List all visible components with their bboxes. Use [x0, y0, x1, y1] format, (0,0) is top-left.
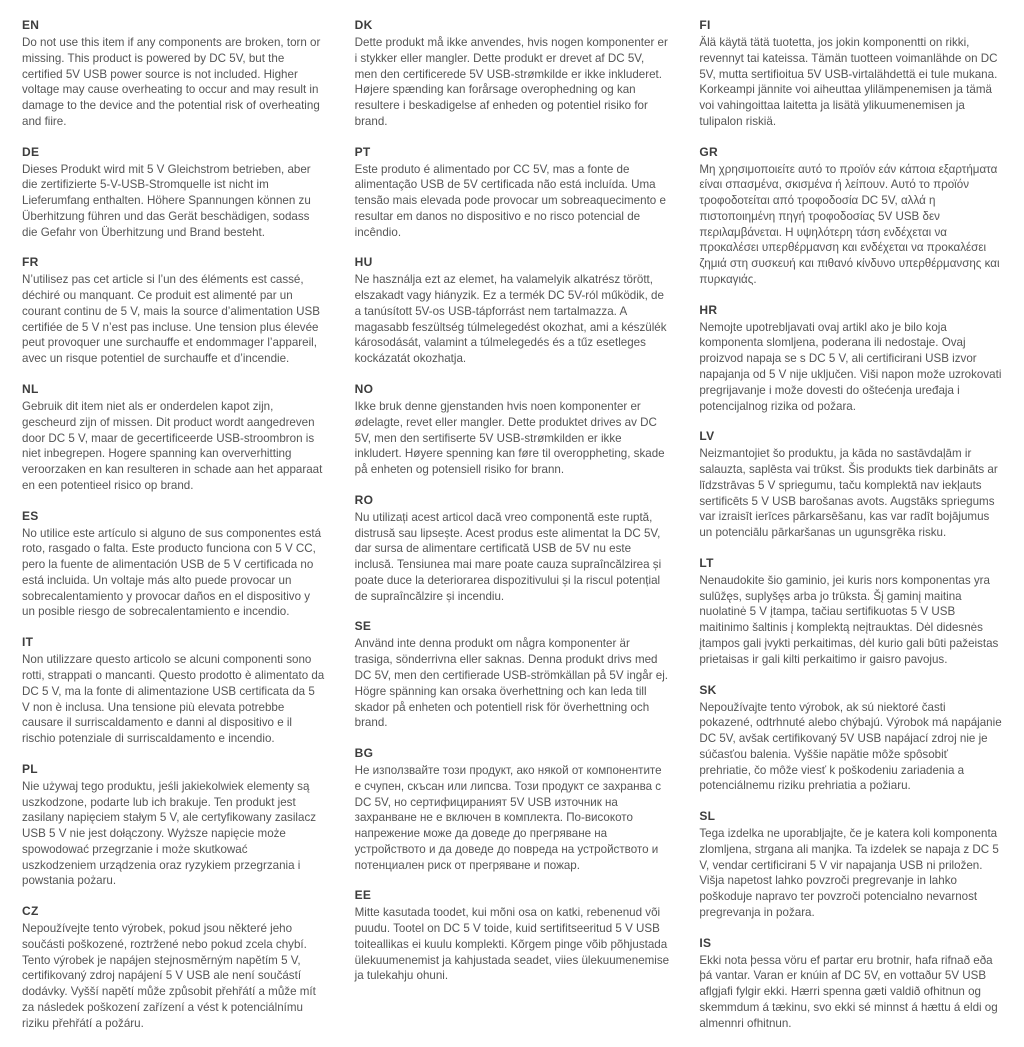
language-section-gr [699, 145, 1002, 288]
language-code: BG [354, 746, 374, 761]
language-section-bg [355, 746, 670, 873]
language-section-sl [699, 809, 1002, 921]
language-code: NL [22, 382, 39, 397]
language-code: SK [699, 682, 717, 697]
language-code: RO [354, 492, 374, 507]
language-code: SL [699, 809, 716, 824]
language-section-cz [22, 904, 325, 1031]
language-code: LV [699, 429, 715, 444]
language-text: Не използвайте този продукт, ако някой от компонентите е счупен, скъсан или липсва. Този продукт се захранва с DC 5V, но сертифицираният 5V USB източник на захранване не е включен в комплекта. По-високото напрежение може да доведе до прегряване на устройството и да доведе до повреда на устройството и потенциален риск от прегряване и пожар. [354, 764, 662, 872]
language-text: Nepoužívejte tento výrobek, pokud jsou některé jeho součásti poškozené, roztržené nebo pokud zcela chybí. Tento výrobek je napájen stejnosměrným napětím 5 V, certifikovaný zdroj napájení 5 V USB ale není součástí dodávky. Vyšší napětí může způsobit přehřátí a může mít za následek poškození zařízení a vést k potenciálnímu riziku přehřátí a požáru. [22, 922, 316, 1030]
document-column-2 [355, 18, 670, 999]
language-code: GR [699, 144, 718, 159]
language-section-lt [699, 556, 1002, 668]
language-text: Dette produkt må ikke anvendes, hvis nogen komponenter er i stykker eller mangler. Dette produkt er drevet af DC 5V, men den certificerede 5V USB-strømkilde er ikke inkluderet. Højere spænding kan forårsage overophedning og kan resultere i beskadigelse af enheden og potentiel risiko for brand. [354, 36, 668, 128]
language-code: FR [22, 255, 39, 270]
language-text: Ekki nota þessa vöru ef partar eru brotnir, hafa rifnað eða þá vantar. Varan er knúin af DC 5V, en vottaður 5V USB aflgjafi fylgir ekki. Hærri spenna gæti valdið ofhitnun og skemmdum á tækinu, svo ekki sé minnst á hættu á eldi og almennri ofhitnun. [699, 953, 998, 1030]
language-code: HU [354, 255, 373, 270]
language-code: IT [22, 635, 34, 650]
language-text: Este produto é alimentado por CC 5V, mas a fonte de alimentação USB de 5V certificada não está incluída. Uma tensão mais elevada pode provocar um sobreaquecimento e resultar em danos no dispositivo e no risco potencial de incêndio. [354, 162, 666, 239]
language-section-se [355, 619, 670, 731]
language-code: IS [699, 935, 712, 950]
language-section-pl [22, 762, 325, 889]
language-section-no [355, 382, 670, 478]
language-section-sk [699, 683, 1002, 795]
language-text: Do not use this item if any components are broken, torn or missing. This product is powered by DC 5V, but the certified 5V USB power source is not included. Higher voltage may cause overheating to occur and may result in damage to the device and the potential risk of overheating and fiire. [22, 36, 321, 128]
language-text: Tega izdelka ne uporabljajte, če je katera koli komponenta zlomljena, strgana ali manjka. Ta izdelek se napaja z DC 5 V, vendar certificirani 5 V vir napajanja USB ni priložen. Višja napetost lahko povzroči pregrevanje in lahko poškoduje napravo ter povzroči potencialno nevarnost pregrevanja in požara. [699, 827, 999, 919]
language-section-fi [699, 18, 1002, 130]
language-text: Nie używaj tego produktu, jeśli jakiekolwiek elementy są uszkodzone, podarte lub ich brakuje. Ten produkt jest zasilany napięciem stałym 5 V, ale certyfikowany zasilacz USB 5 V nie jest dołączony. Wyższe napięcie może spowodować przegrzanie i może skutkować uszkodzeniem urządzenia oraz ryzykiem przegrzania i powstania pożaru. [22, 779, 317, 888]
language-section-nl [22, 382, 325, 494]
language-text: Neizmantojiet šo produktu, ja kāda no sastāvdaļām ir salauzta, saplēsta vai trūkst. Šis produkts tiek darbināts ar līdzstrāvas 5 V spriegumu, taču komplektā nav iekļauts sertificēts 5 V USB barošanas avots. Augstāks spriegums var izraisīt ierīces pārkarsēšanu, kas var radīt bojājumus un potenciālu pārkaršanas un ugunsgrēka risku. [699, 447, 998, 540]
language-text: Dieses Produkt wird mit 5 V Gleichstrom betrieben, aber die zertifizierte 5-V-USB-Stromquelle ist nicht im Lieferumfang enthalten. Höhere Spannungen können zu Überhitzung führen und das Gerät beschädigen, sodass die Gefahr von Überhitzung und Brand besteht. [22, 162, 311, 239]
language-code: DE [22, 144, 40, 159]
language-section-en [22, 18, 325, 130]
language-text: Ikke bruk denne gjenstanden hvis noen komponenter er ødelagte, revet eller mangler. Dette produktet drives av DC 5V, men den sertifiserte 5V USB-strømkilden er ikke inkludert. Høyere spenning kan føre til overoppheting, skade på enheten og potensiell risiko for brann. [354, 400, 665, 477]
language-text: Nepoužívajte tento výrobok, ak sú niektoré časti pokazené, odtrhnuté alebo chýbajú. Výrobok má napájanie DC 5V, avšak certifikovaný 5V USB napájací zdroj nie je súčasťou balenia. Vyššie napätie môže spôsobiť prehriatie, čo môže viesť k poškodeniu zariadenia a potenciálnemu riziku prehriatia a požiaru. [699, 700, 1002, 793]
language-text: Använd inte denna produkt om några komponenter är trasiga, sönderrivna eller saknas. Denna produkt drivs med DC 5V, men den certifierade USB-strömkällan på 5V ingår ej. Högre spänning kan orsaka överhettning och kan leda till skador på enheten och potentiell risk för överhettning och brand. [354, 637, 669, 730]
language-text: Älä käytä tätä tuotetta, jos jokin komponentti on rikki, revennyt tai kateissa. Tämän tuotteen voimanlähde on DC 5V, mutta sertifioitua 5V USB-virtalähdettä ei tule mukana. Korkeampi jännite voi aiheuttaa ylilämpenemisen ja tämä voi vahingoittaa laitetta ja lisätä ylikuumenemisen ja tulipalon riskiä. [699, 36, 998, 128]
language-section-ro [355, 493, 670, 605]
language-code: CZ [22, 904, 39, 919]
language-section-lv [699, 429, 1002, 541]
language-section-hr [699, 303, 1002, 415]
language-code: SE [354, 619, 372, 634]
language-text: No utilice este artículo si alguno de sus componentes está roto, rasgado o falta. Este producto funciona con 5 V CC, pero la fuente de alimentación USB de 5 V certificada no está incluida. Un voltaje más alto puede provocar un sobrecalentamiento y provocar daños en el dispositivo y un posible riesgo de sobrecalentamiento e incendio. [22, 526, 322, 619]
language-text: Ne használja ezt az elemet, ha valamelyik alkatrész törött, elszakadt vagy hiányzik. Ez a termék DC 5V-ról működik, de a tanúsított 5V-os USB-tápforrást nem tartalmazza. A magasabb feszültség túlmelegedést okozhat, ami a készülék károsodását, valamint a túlmelegedés és a tűz esetleges kockázatát okozhatja. [354, 273, 667, 366]
language-code: PT [354, 144, 371, 159]
language-text: Non utilizzare questo articolo se alcuni componenti sono rotti, strappati o mancanti. Questo prodotto è alimentato da DC 5 V, ma la fonte di alimentazione USB certificata da 5 V non è inclusa. Una tensione più elevata potrebbe causare il surriscaldamento e danni al dispositivo e il rischio potenziale di surriscaldamento e incendio. [22, 653, 325, 746]
language-section-dk [355, 18, 670, 130]
language-section-fr [22, 255, 325, 367]
language-section-es [22, 509, 325, 621]
language-section-hu [355, 255, 670, 367]
language-section-de [22, 145, 325, 241]
language-code: DK [354, 18, 373, 32]
language-text: Nu utilizați acest articol dacă vreo componentă este ruptă, distrusă sau lipsește. Acest produs este alimentat la DC 5V, dar sursa de alimentare certificată USB de 5V nu este inclusă. Tensiunea mai mare poate cauza supraîncălzirea și poate duce la deteriorarea dispozitivului și la riscul potențial de supraîncălzire și incendiu. [354, 510, 662, 603]
language-code: EE [354, 888, 372, 903]
language-code: PL [22, 761, 38, 776]
language-text: Μη χρησιμοποιείτε αυτό το προϊόν εάν κάποια εξαρτήματα είναι σπασμένα, σκισμένα ή λείπουν. Αυτό το προϊόν τροφοδοτείται από τροφοδοσία DC 5V, αλλά η πιστοποιημένη πηγή τροφοδοσίας 5V USB δεν περιλαμβάνεται. Η υψηλότερη τάση ενδέχεται να προκαλέσει υπερθέρμανση και ενδέχεται να προκαλέσει ζημιά στη συσκευή και πιθανό κίνδυνο υπερθέρμανσης και πυρκαγιάς. [699, 162, 1000, 286]
language-text: Nenaudokite šio gaminio, jei kuris nors komponentas yra sulūžęs, suplyšęs arba jo trūksta. Šį gaminį maitina nuolatinė 5 V įtampa, tačiau sertifikuotas 5 V USB maitinimo šaltinis į komplektą neįtrauktas. Dėl didesnės įtampos gali įvykti perkaitimas, dėl kurio gali būti pažeistas prietaisas ir gali kilti perkaitimo ir gaisro pavojus. [699, 573, 999, 666]
language-section-pt [355, 145, 670, 241]
language-text: N’utilisez pas cet article si l’un des éléments est cassé, déchiré ou manquant. Ce produit est alimenté par un courant continu de 5 V, mais la source d’alimentation USB certifiée de 5 V n’est pas incluse. Une tension plus élevée peut provoquer une surchauffe et endommager l’appareil, avec un risque potentiel de surchauffe et d’incendie. [22, 273, 320, 366]
language-section-it [22, 635, 325, 747]
language-code: HR [699, 302, 718, 317]
language-section-ee [355, 888, 670, 984]
language-code: LT [699, 555, 714, 570]
language-code: EN [22, 18, 40, 32]
language-section-is [699, 936, 1002, 1032]
language-text: Mitte kasutada toodet, kui mõni osa on katki, rebenenud või puudu. Tootel on DC 5 V toide, kuid sertifitseeritud 5 V USB toiteallikas ei kuulu komplekti. Kõrgem pinge võib põhjustada ülekuumenemist ja kahjustada seadet, viies ülekuumenemise ja tulekahju ohuni. [354, 906, 670, 983]
document-column-1 [22, 18, 325, 1047]
language-code: NO [354, 382, 374, 397]
language-text: Nemojte upotrebljavati ovaj artikl ako je bilo koja komponenta slomljena, poderana ili nedostaje. Ovaj proizvod napaja se s DC 5 V, ali certificirani USB izvor napajanja od 5 V nije uključen. Viši napon može uzrokovati pregrijavanje i može dovesti do oštećenja uređaja i potencijalnog rizika od požara. [699, 320, 1002, 413]
language-code: FI [699, 18, 711, 32]
document-column-3 [699, 18, 1002, 1047]
language-code: ES [22, 508, 39, 523]
language-text: Gebruik dit item niet als er onderdelen kapot zijn, gescheurd zijn of missen. Dit product wordt aangedreven door DC 5 V, maar de gecertificeerde USB-stroombron is niet inbegrepen. Hogere spanning kan oververhitting veroorzaken en kan resulteren in schade aan het apparaat en een potentieel risico op brand. [22, 400, 323, 492]
